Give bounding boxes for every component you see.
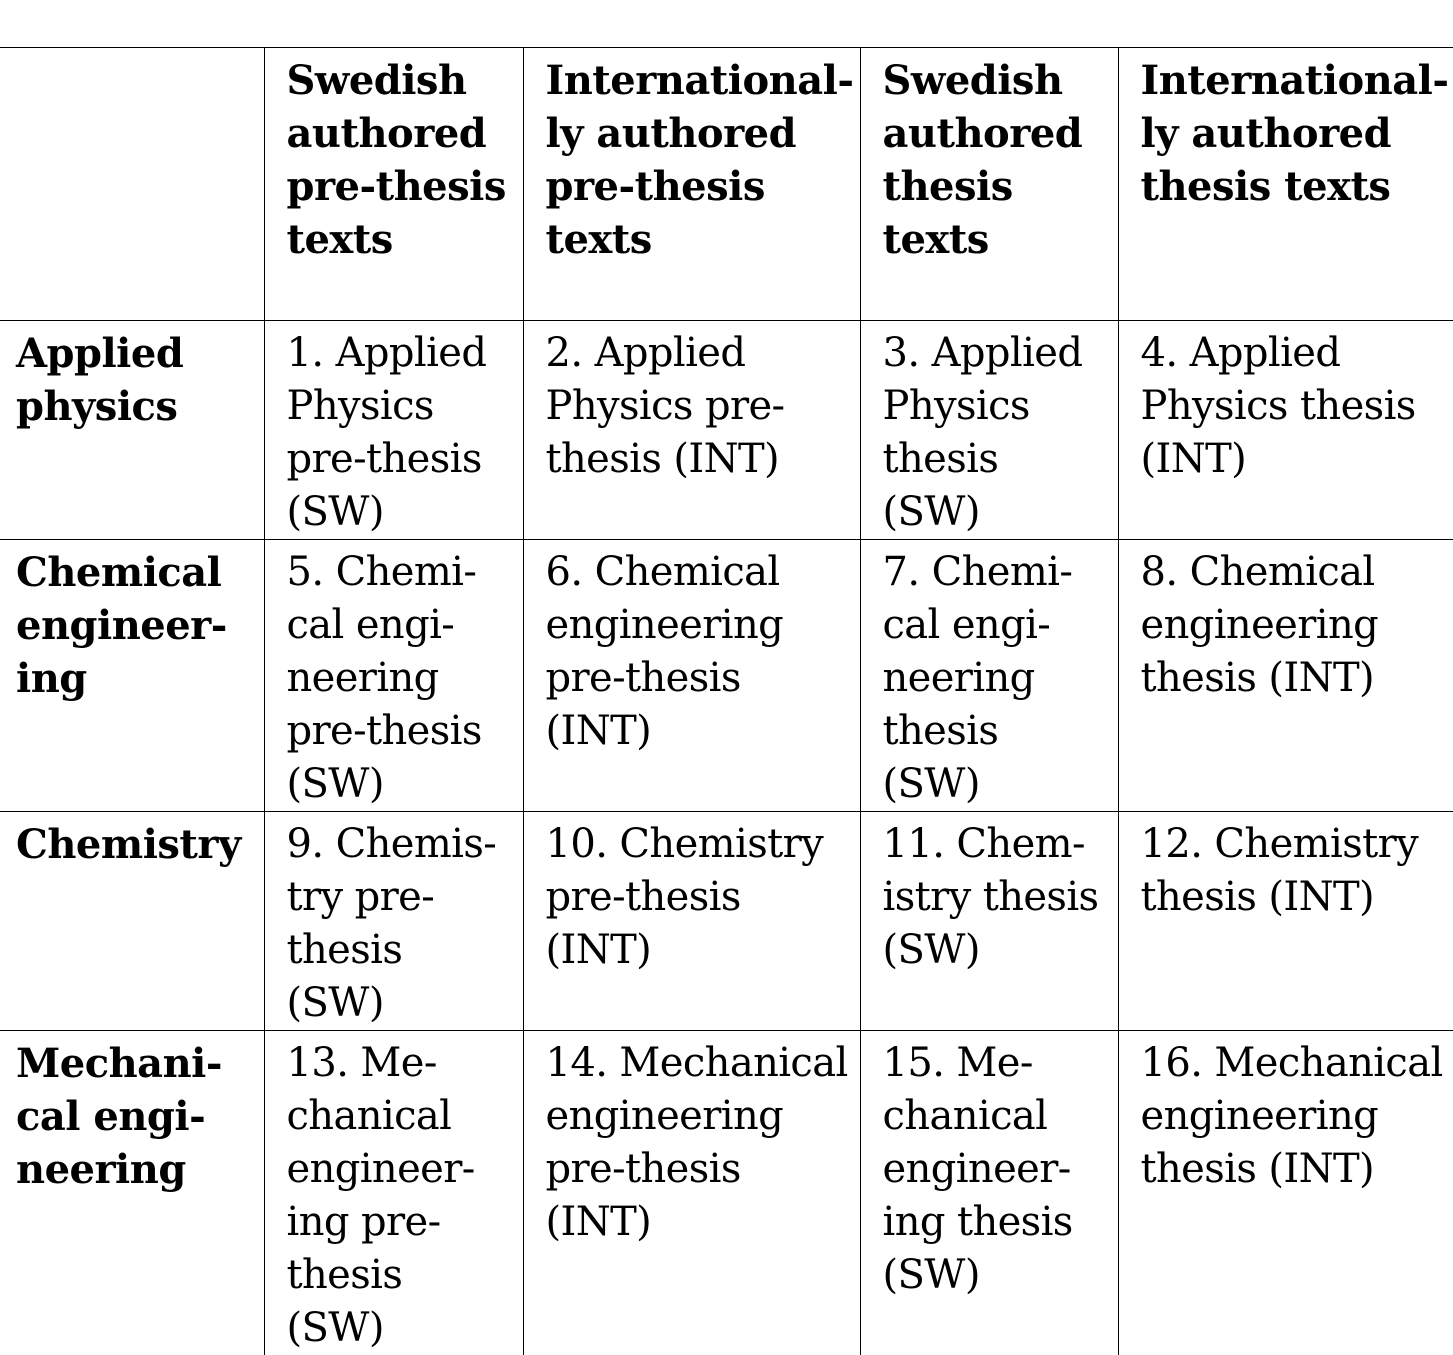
row-label-applied-physics: Applied physics (0, 321, 264, 540)
table-cell: 5. Chemi- cal engi- neering pre-thesis (SW) (264, 540, 523, 812)
table-cell: 1. Applied Physics pre-thesis (SW) (264, 321, 523, 540)
table-cell: 10. Chemistry pre-thesis (INT) (523, 812, 860, 1031)
table-row (0, 540, 1453, 812)
table-cell: 9. Chemis- try pre- thesis (SW) (264, 812, 523, 1031)
table-cell: 7. Chemi- cal engi- neering thesis (SW) (860, 540, 1118, 812)
table-row (0, 321, 1453, 540)
row-label-chemistry: Chemistry (0, 812, 264, 1031)
table-cell: 13. Me- chanical engineer- ing pre- thesis (SW) (264, 1031, 523, 1355)
header-international-pre-thesis: International- ly authored pre-thesis texts (523, 48, 860, 321)
table-cell: 8. Chemical engineering thesis (INT) (1118, 540, 1453, 812)
table-cell: 15. Me- chanical engineer- ing thesis (SW) (860, 1031, 1118, 1355)
table-row (0, 812, 1453, 1031)
header-corner-cell (0, 48, 264, 321)
table-cell: 11. Chem- istry thesis (SW) (860, 812, 1118, 1031)
table-cell: 6. Chemical engineering pre-thesis (INT) (523, 540, 860, 812)
row-label-chemical-engineering: Chemical engineer- ing (0, 540, 264, 812)
table-cell: 12. Chemistry thesis (INT) (1118, 812, 1453, 1031)
header-international-thesis: International- ly authored thesis texts (1118, 48, 1453, 321)
header-swedish-pre-thesis: Swedish authored pre-thesis texts (264, 48, 523, 321)
header-row (0, 48, 1453, 321)
table-cell: 16. Mechanical engineering thesis (INT) (1118, 1031, 1453, 1355)
header-swedish-thesis: Swedish authored thesis texts (860, 48, 1118, 321)
row-label-mechanical-engineering: Mechani- cal engi- neering (0, 1031, 264, 1355)
corpus-table (0, 47, 1453, 1355)
table-cell: 4. Applied Physics thesis (INT) (1118, 321, 1453, 540)
table-row (0, 1031, 1453, 1355)
table-cell: 3. Applied Physics thesis (SW) (860, 321, 1118, 540)
table-cell: 14. Mechanical engineering pre-thesis (INT) (523, 1031, 860, 1355)
table-cell: 2. Applied Physics pre- thesis (INT) (523, 321, 860, 540)
